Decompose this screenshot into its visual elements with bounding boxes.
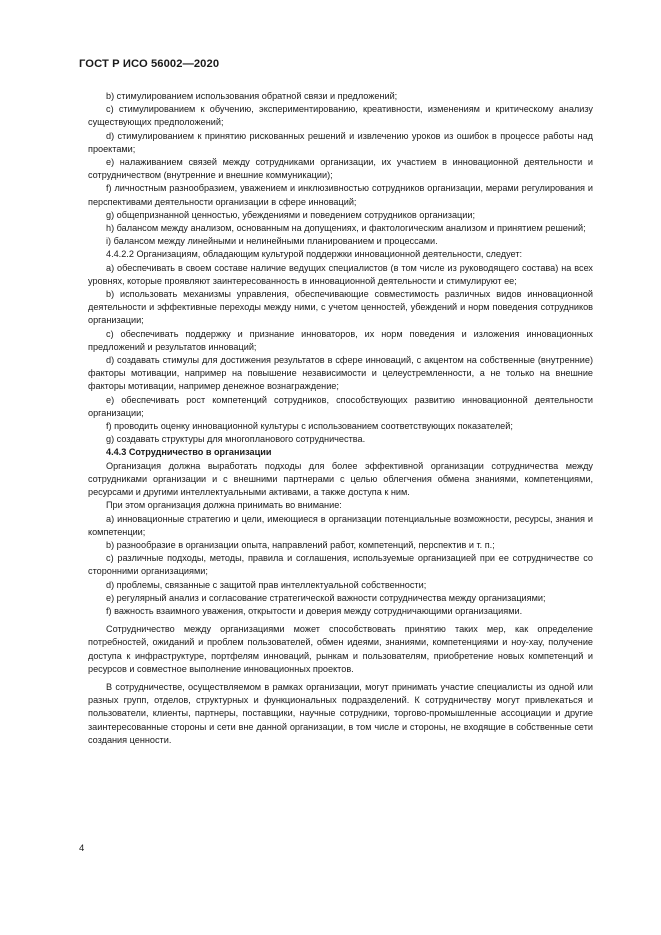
paragraph: b) разнообразие в организации опыта, направлений работ, компетенций, перспектив и т. п.; <box>106 539 495 550</box>
paragraph: f) важность взаимного уважения, открытости и доверия между сотрудничающими организациями. <box>106 605 523 616</box>
paragraph: e) обеспечивать рост компетенций сотрудников, способствующих развитию инновационной деятельности организации; <box>88 394 593 418</box>
paragraph: g) создавать структуры для многопланового сотрудничества. <box>106 434 366 445</box>
paragraph: h) балансом между анализом, основанным на допущениях, и фактологическим анализом и принятием решений; <box>106 223 586 234</box>
paragraph: b) стимулированием использования обратной связи и предложений; <box>106 91 398 101</box>
paragraph: Организация должна выработать подходы для более эффективной организации сотрудничества между сотрудниками организации и с внешними партнерами с целью облегчения обмена знаниями, компетенциями, ресурсами и другими интеллектуальными активами, а также доступа к ним. <box>88 460 593 498</box>
paragraph: c) различные подходы, методы, правила и соглашения, используемые организацией при ее сотрудничестве со сторонними организациями; <box>88 553 593 577</box>
paragraph: g) общепризнанной ценностью, убеждениями и поведением сотрудников организации; <box>106 209 475 220</box>
document-header: ГОСТ Р ИСО 56002—2020 <box>79 58 220 70</box>
paragraph: Сотрудничество между организациями может способствовать принятию таких мер, как определение потребностей, ожиданий и проблем пользователей, обмен идеями, знаниями, компетенциями и ноу-хау, получение доступа к инфраструктуре, портфелям инноваций, рынкам и пользователям, приобретение новых компетенций и ресурсов и совместное выполнение инновационных проектов. <box>88 624 593 674</box>
paragraph: 4.4.2.2 Организациям, обладающим культурой поддержки инновационной деятельности, следует: <box>106 249 523 260</box>
paragraph: c) обеспечивать поддержку и признание инноваторов, их норм поведения и изложения инновационных предложений и результатов инноваций; <box>88 328 593 352</box>
paragraph: f) проводить оценку инновационной культуры с использованием соответствующих показателей; <box>106 421 513 432</box>
paragraph: d) стимулированием к принятию рискованных решений и извлечению уроков из ошибок в процессе работы над проектами; <box>88 130 593 154</box>
paragraph: i) балансом между линейными и нелинейными планированием и процессами. <box>106 236 438 247</box>
paragraph: d) создавать стимулы для достижения результатов в сфере инноваций, с акцентом на собственные (внутренние) факторы мотивации, например на повышение независимости и целеустремленности, а не только на внешние факторы мотивации, например денежное вознаграждение; <box>88 355 593 392</box>
paragraph: f) личностным разнообразием, уважением и инклюзивностью сотрудников организации, мерами регулирования и перспективами деятельности организации в сфере инноваций; <box>88 183 593 207</box>
paragraph: b) использовать механизмы управления, обеспечивающие совместимость различных видов инновационной деятельности и эффективные переходы между ними, с учетом ценностей, убеждений и норм поведения сотрудников организации; <box>88 289 593 326</box>
paragraph: d) проблемы, связанные с защитой прав интеллектуальной собственности; <box>106 579 427 590</box>
document-body <box>88 90 593 747</box>
paragraph: a) инновационные стратегию и цели, имеющиеся в организации потенциальные возможности, ресурсы, знания и компетенции; <box>88 513 593 537</box>
section-heading: 4.4.3 Сотрудничество в организации <box>106 447 272 458</box>
paragraph: При этом организация должна принимать во внимание: <box>106 500 342 511</box>
paragraph: В сотрудничестве, осуществляемом в рамках организации, могут принимать участие специалисты из одной или разных групп, отделов, структурных и функциональных подразделений. К сотрудничеству могут привлекаться и пользователи, клиенты, партнеры, поставщики, научные сотрудники, торгово-промышленные ассоциации и другие заинтересованные стороны и сети вне данной организации, в том числе и стороны, не входящие в собственные сети создания ценности. <box>88 681 593 745</box>
paragraph: e) регулярный анализ и согласование стратегической важности сотрудничества между организациями; <box>106 592 546 603</box>
page-number: 4 <box>79 843 85 854</box>
paragraph: e) налаживанием связей между сотрудниками организации, их участием в инновационной деятельности и сотрудничеством (внутренние и внешние коммуникации); <box>88 157 593 181</box>
paragraph: c) стимулированием к обучению, экспериментированию, креативности, изменениям и критическому анализу существующих предположений; <box>88 104 593 128</box>
paragraph: a) обеспечивать в своем составе наличие ведущих специалистов (в том числе из руководящего состава) на всех уровнях, которые проявляют заинтересованность в инновационной деятельности и стимулируют ее; <box>88 262 593 286</box>
